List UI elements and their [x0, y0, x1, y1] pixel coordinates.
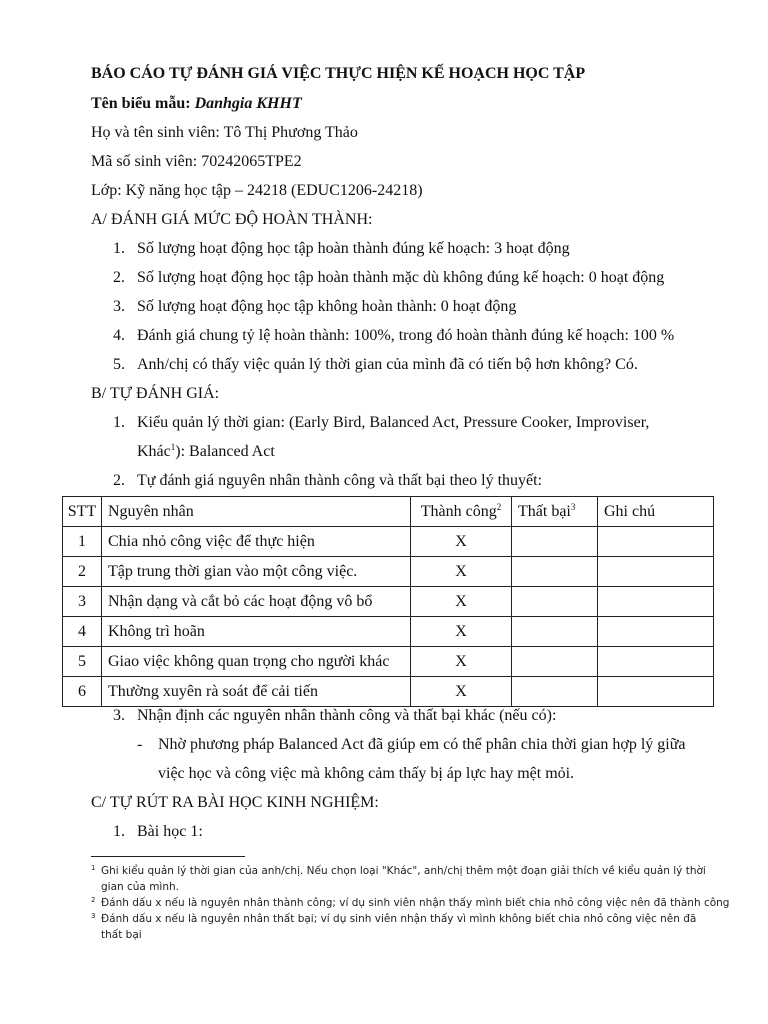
cell-stt: 4: [63, 617, 102, 647]
report-title: BÁO CÁO TỰ ĐÁNH GIÁ VIỆC THỰC HIỆN KẾ HOẠCH HỌC TẬP: [91, 65, 586, 82]
section-a-item-4: [113, 326, 674, 346]
cell-note: [598, 647, 714, 677]
list-number: 4.: [113, 327, 125, 344]
footnote-separator: [91, 856, 245, 857]
table-row: [63, 527, 714, 557]
list-text: Kiểu quản lý thời gian: (Early Bird, Balanced Act, Pressure Cooker, Improviser,: [137, 414, 650, 431]
list-number: 2.: [113, 472, 125, 489]
footnote-3: [91, 911, 711, 943]
student-name: Họ và tên sinh viên: Tô Thị Phương Thảo: [91, 124, 358, 141]
section-a-item-5: [113, 355, 638, 375]
footnote-text: Đánh dấu x nếu là nguyên nhân thành công; ví dụ sinh viên nhận thấy mình biết chia nhỏ công việc nên đã thành công: [101, 897, 730, 909]
header-note: Ghi chú: [598, 497, 714, 527]
cell-note: [598, 587, 714, 617]
footnote-ref: 1: [170, 442, 176, 452]
header-fail-label: Thất bại: [518, 502, 571, 520]
list-text: Nhờ phương pháp Balanced Act đã giúp em có thể phân chia thời gian hợp lý giữa: [158, 736, 686, 753]
cell-success: X: [411, 677, 512, 707]
cell-fail: [512, 677, 598, 707]
footnote-number: 1: [91, 864, 96, 872]
list-text: Anh/chị có thấy việc quản lý thời gian của mình đã có tiến bộ hơn không? Có.: [137, 356, 638, 373]
form-name-line: [91, 94, 302, 114]
list-number: 1.: [113, 414, 125, 431]
section-a-item-2: [113, 268, 664, 288]
cell-success: X: [411, 587, 512, 617]
cell-reason: Không trì hoãn: [102, 617, 411, 647]
cell-stt: 5: [63, 647, 102, 677]
table-header-row: [63, 497, 714, 527]
section-b-item-2: [113, 471, 542, 491]
table-row: [63, 587, 714, 617]
dash-bullet: -: [137, 736, 143, 753]
section-b-item-3: [113, 706, 556, 726]
footnote-text: Ghi kiểu quản lý thời gian của anh/chị. Nếu chọn loại "Khác", anh/chị thêm một đoạn giải thích về kiểu quản lý thời gian của mình.: [101, 865, 706, 893]
cell-note: [598, 617, 714, 647]
header-success-label: Thành công: [420, 502, 497, 520]
section-a-item-3: [113, 297, 516, 317]
footnote-2: [91, 895, 730, 911]
list-number: 2.: [113, 269, 125, 286]
cell-reason: Chia nhỏ công việc để thực hiện: [102, 527, 411, 557]
header-reason: Nguyên nhân: [102, 497, 411, 527]
list-text: Số lượng hoạt động học tập hoàn thành đúng kế hoạch: 3 hoạt động: [137, 240, 570, 257]
form-name-value: Danhgia KHHT: [194, 95, 302, 112]
section-b-heading: B/ TỰ ĐÁNH GIÁ:: [91, 385, 220, 402]
list-text: Bài học 1:: [137, 823, 203, 840]
cell-stt: 1: [63, 527, 102, 557]
list-text: ): Balanced Act: [175, 443, 275, 460]
footnote-ref: 2: [496, 501, 502, 512]
list-text: Số lượng hoạt động học tập không hoàn thành: 0 hoạt động: [137, 298, 517, 315]
cell-success: X: [411, 557, 512, 587]
footnote-text: Đánh dấu x nếu là nguyên nhân thất bại; ví dụ sinh viên nhận thấy vì mình không biết chia nhỏ công việc nên đã thất bại: [101, 913, 697, 941]
list-number: 3.: [113, 707, 125, 724]
footnote-number: 3: [91, 912, 96, 920]
cell-reason: Tập trung thời gian vào một công việc.: [102, 557, 411, 587]
table-row: [63, 557, 714, 587]
section-a-heading: A/ ĐÁNH GIÁ MỨC ĐỘ HOÀN THÀNH:: [91, 211, 373, 228]
cell-stt: 2: [63, 557, 102, 587]
list-number: 3.: [113, 298, 125, 315]
header-fail: [512, 497, 598, 527]
list-number: 1.: [113, 240, 125, 257]
list-text: Nhận định các nguyên nhân thành công và thất bại khác (nếu có):: [137, 707, 557, 724]
evaluation-table: [62, 496, 714, 707]
bullet-item-continued: việc học và công việc mà không cảm thấy bị áp lực hay mệt mỏi.: [158, 765, 575, 782]
list-text: Số lượng hoạt động học tập hoàn thành mặc dù không đúng kế hoạch: 0 hoạt động: [137, 269, 665, 286]
table-row: [63, 677, 714, 707]
cell-fail: [512, 617, 598, 647]
list-text: Tự đánh giá nguyên nhân thành công và thất bại theo lý thuyết:: [137, 472, 543, 489]
list-text: Đánh giá chung tỷ lệ hoàn thành: 100%, trong đó hoàn thành đúng kế hoạch: 100 %: [137, 327, 675, 344]
section-c-heading: C/ TỰ RÚT RA BÀI HỌC KINH NGHIỆM:: [91, 794, 379, 811]
section-b-item-1: [113, 413, 649, 433]
footnote-number: 2: [91, 896, 96, 904]
cell-reason: Nhận dạng và cắt bỏ các hoạt động vô bổ: [102, 587, 411, 617]
table-row: [63, 617, 714, 647]
student-id: Mã số sinh viên: 70242065TPE2: [91, 153, 302, 170]
form-name-label: Tên biểu mẫu:: [91, 95, 191, 112]
bullet-item: [137, 735, 686, 755]
cell-fail: [512, 527, 598, 557]
cell-stt: 6: [63, 677, 102, 707]
table-row: [63, 647, 714, 677]
section-b-item-1-continued: [137, 442, 275, 462]
cell-note: [598, 677, 714, 707]
cell-reason: Thường xuyên rà soát để cải tiến: [102, 677, 411, 707]
list-text: Khác: [137, 443, 171, 460]
cell-fail: [512, 587, 598, 617]
header-success: [411, 497, 512, 527]
student-class: Lớp: Kỹ năng học tập – 24218 (EDUC1206-24218): [91, 182, 423, 199]
cell-fail: [512, 557, 598, 587]
cell-success: X: [411, 617, 512, 647]
cell-reason: Giao việc không quan trọng cho người khác: [102, 647, 411, 677]
footnote-ref: 3: [570, 501, 576, 512]
cell-note: [598, 557, 714, 587]
section-a-item-1: [113, 239, 570, 259]
cell-fail: [512, 647, 598, 677]
cell-stt: 3: [63, 587, 102, 617]
footnote-1: [91, 863, 711, 895]
cell-success: X: [411, 527, 512, 557]
section-c-item-1: [113, 822, 203, 842]
cell-note: [598, 527, 714, 557]
cell-success: X: [411, 647, 512, 677]
header-stt: STT: [63, 497, 102, 527]
list-number: 5.: [113, 356, 125, 373]
list-number: 1.: [113, 823, 125, 840]
